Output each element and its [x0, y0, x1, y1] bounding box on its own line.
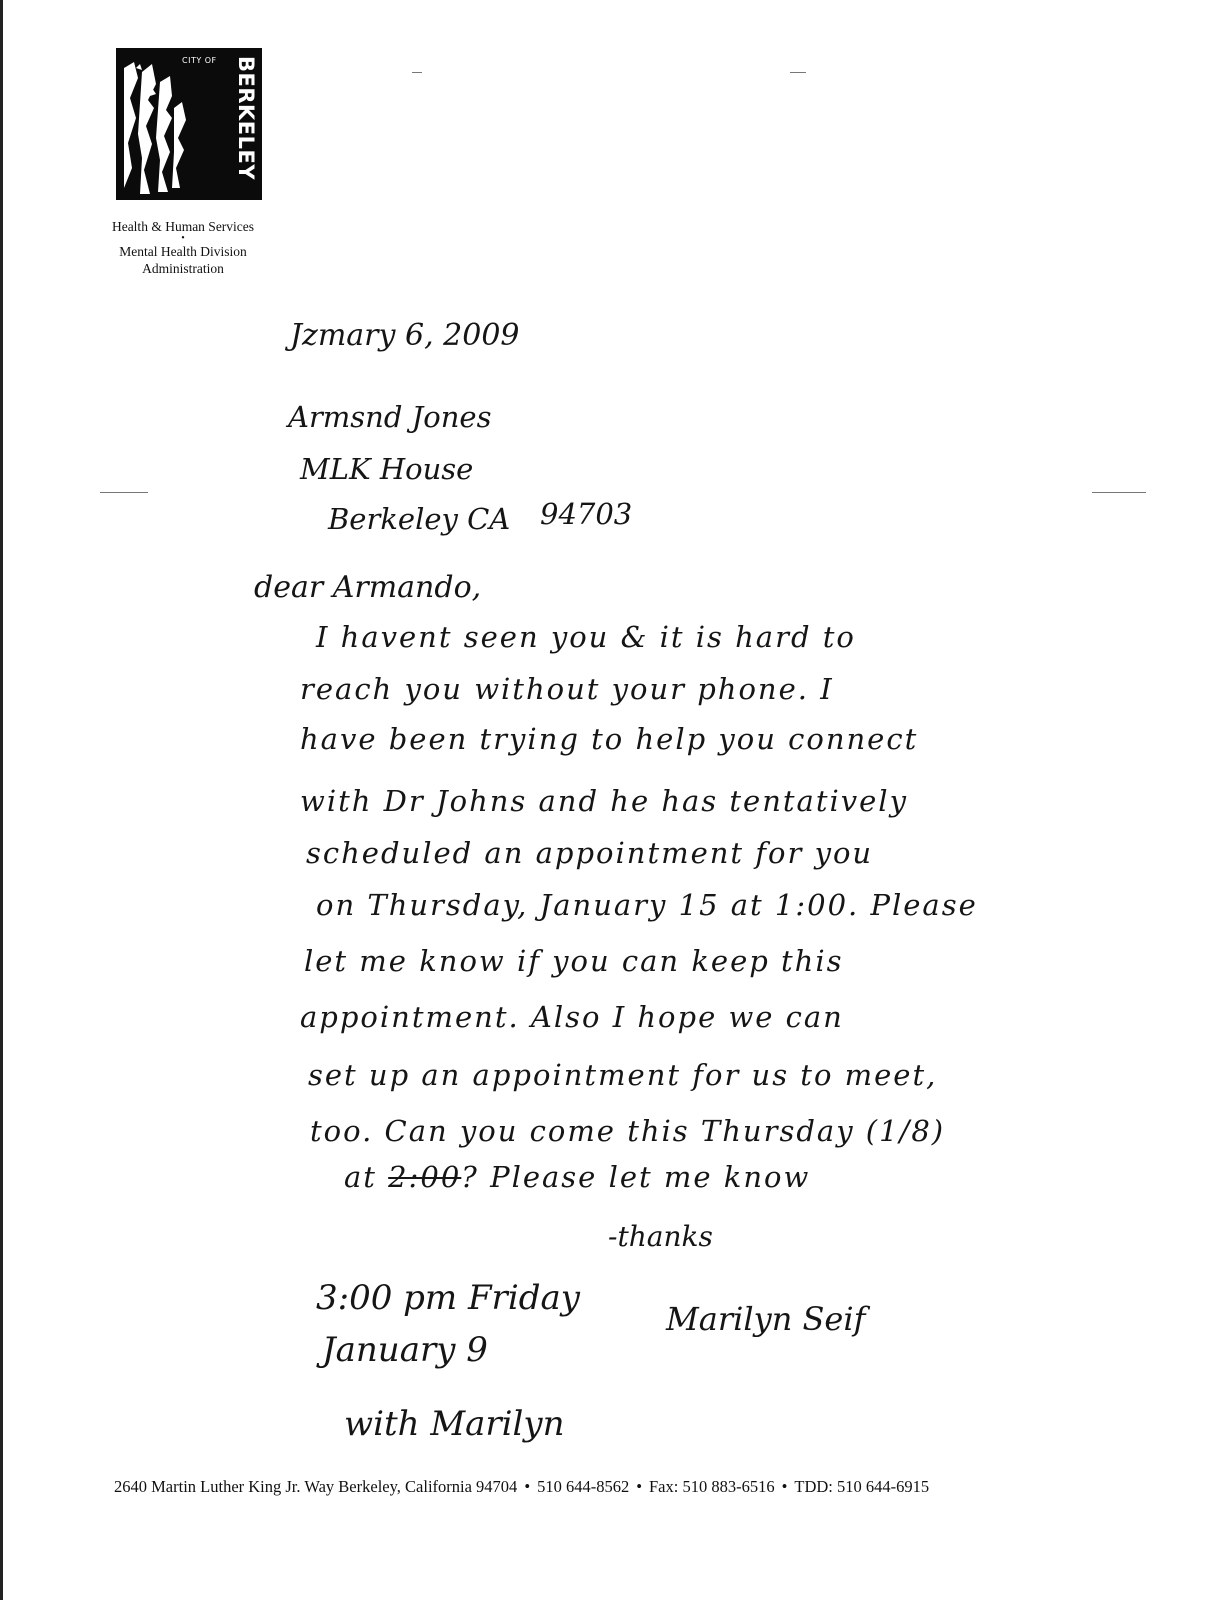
body-line: on Thursday, January 15 at 1:00. Please [316, 888, 978, 922]
logo-city-of-text: CITY OF [182, 56, 217, 65]
division-name: Mental Health Division [119, 244, 247, 259]
recipient-city: Berkeley CA [328, 502, 511, 536]
body-line: scheduled an appointment for you [306, 836, 874, 870]
department-block [90, 218, 276, 277]
body-line: appointment. Also I hope we can [300, 1000, 844, 1034]
footer-bullet: • [636, 1477, 642, 1496]
footer-bullet: • [781, 1477, 788, 1496]
body-line: let me know if you can keep this [304, 944, 844, 978]
footer-tdd: TDD: 510 644-6915 [794, 1477, 930, 1496]
recipient-street: MLK House [300, 452, 474, 486]
signature: Marilyn Seif [666, 1300, 866, 1338]
body-line: with Dr Johns and he has tentatively [300, 784, 908, 818]
footer-bullet: • [524, 1477, 531, 1496]
division-unit: Administration [142, 261, 224, 276]
scan-mark [100, 492, 148, 493]
body-line: set up an appointment for us to meet, [308, 1058, 938, 1092]
footer-phone: 510 644-8562 [537, 1477, 630, 1496]
body-line: I havent seen you & it is hard to [316, 620, 856, 654]
recipient-zip: 94703 [540, 497, 633, 531]
body-line: too. Can you come this Thursday (1/8) [310, 1114, 946, 1148]
department-name: Health & Human Services [111, 219, 255, 234]
letter-date: Jzmary 6, 2009 [290, 318, 520, 353]
body-line-last [344, 1160, 810, 1194]
letterhead-footer [114, 1477, 1114, 1497]
last-line-prefix: at [344, 1160, 377, 1194]
department-separator: • [181, 233, 185, 244]
salutation: dear Armando, [254, 570, 482, 605]
last-line-suffix: ? Please let me know [461, 1160, 811, 1194]
note-time: 3:00 pm Friday [316, 1278, 580, 1318]
scan-edge [0, 0, 3, 1600]
note-with: with Marilyn [344, 1404, 565, 1444]
closing: -thanks [608, 1220, 713, 1253]
scan-mark [790, 72, 806, 73]
body-line: have been trying to help you connect [300, 722, 919, 756]
city-of-berkeley-logo [116, 48, 262, 200]
logo-berkeley-text: BERKELEY [234, 56, 258, 181]
scan-mark [1092, 492, 1146, 493]
body-line: reach you without your phone. I [300, 672, 834, 706]
struck-time: 2:00 [388, 1160, 462, 1194]
recipient-name: Armsnd Jones [288, 400, 492, 434]
note-date: January 9 [322, 1330, 488, 1370]
scan-mark [412, 72, 422, 73]
footer-fax: Fax: 510 883-6516 [649, 1477, 775, 1496]
footer-address: 2640 Martin Luther King Jr. Way Berkeley, California 94704 [114, 1477, 518, 1496]
